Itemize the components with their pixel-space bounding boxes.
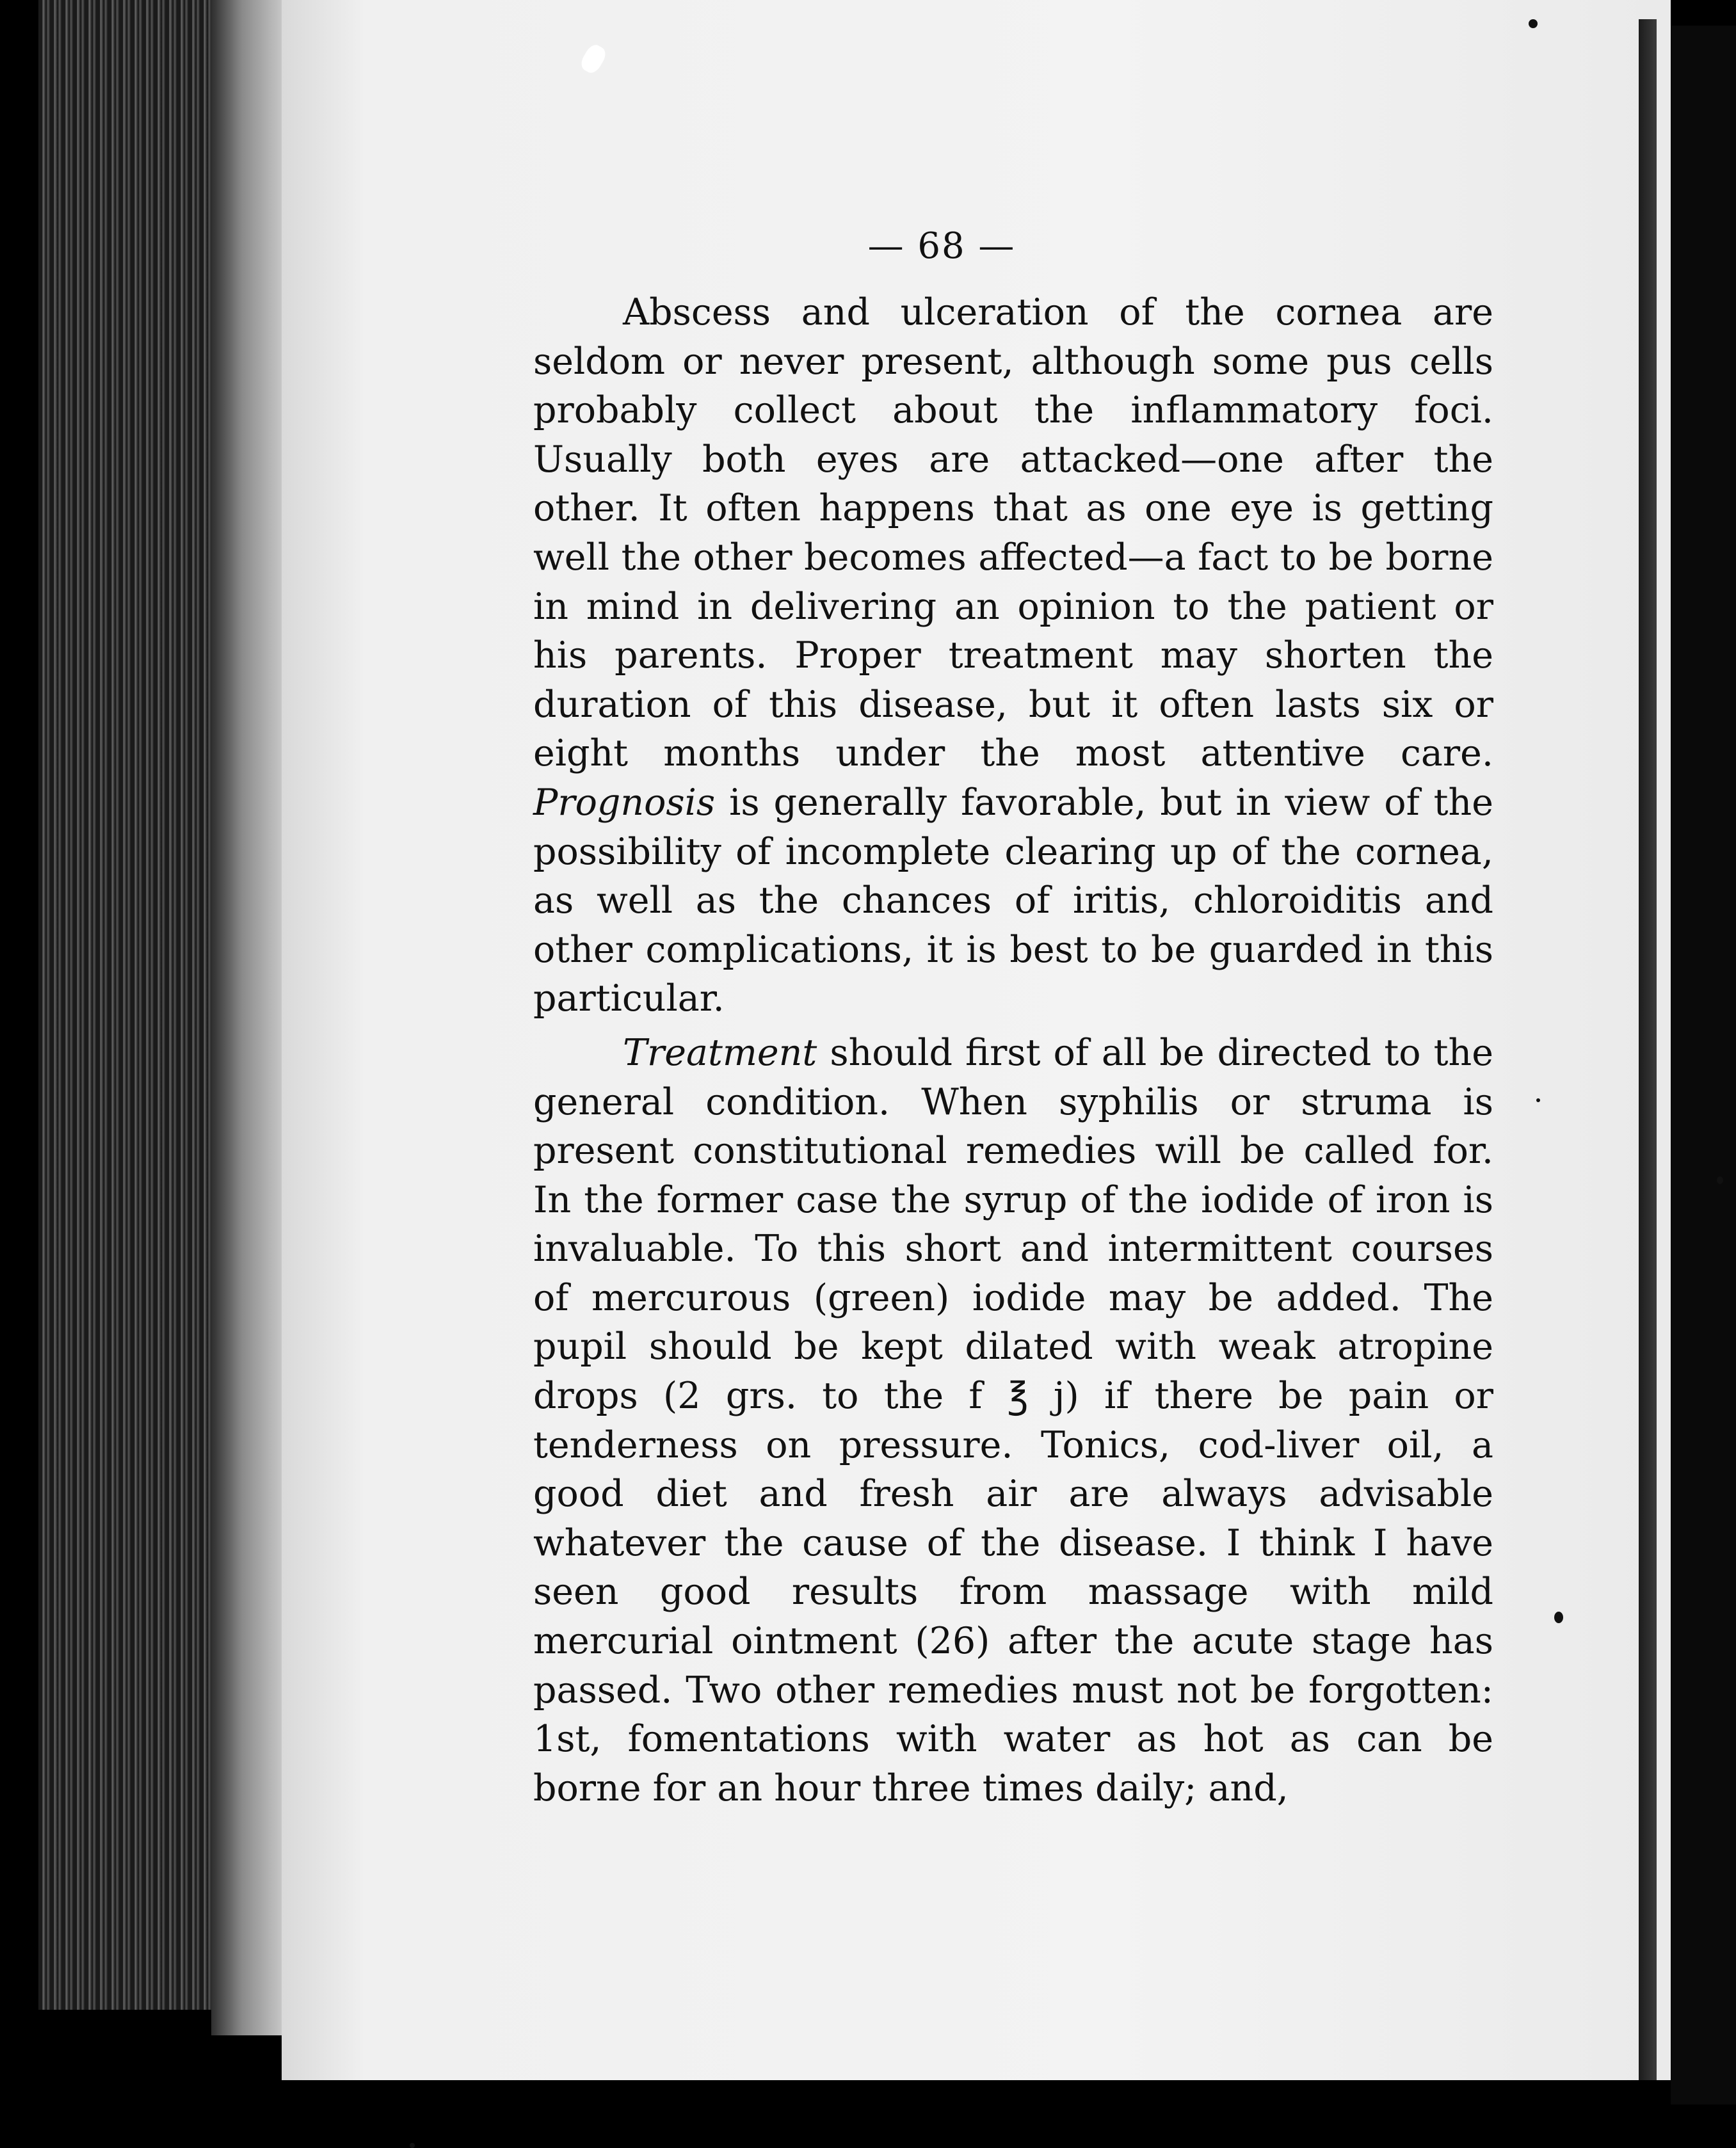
paragraph-1-segment: is generally favorable, but in view of the possibility of incomplete clearing up of the cornea, as well as the chances of iritis, chloroiditis and other complications, it is best to be guarded in this particular. — [533, 781, 1493, 1020]
paragraph-2-segment: should first of all be directed to the general condition. When syphilis or struma is present constitutional remedies will be called for. In the former case the syrup of the iodide of iron is invaluable. To this short and intermittent courses of mercurous (green) iodide may be added. The pupil should be kept dilated with weak atropine drops (2 grs. to the f ℥ j) if there be pain or tenderness on pressure. Tonics, cod-liver oil, a good diet and fresh air are always advisable whatever the cause of the disease. I think I have seen good results from massage with mild mercurial ointment (26) after the acute stage has passed. Two other remedies must not be forgotten: 1st, fomentations with water as hot as can be borne for an hour three times daily; and, — [533, 1031, 1493, 1809]
treatment-term: Treatment — [623, 1031, 817, 1074]
paragraph-2 — [533, 1029, 1493, 1813]
paragraph-1-segment: Abscess and ulceration of the cornea are seldom or never present, although some pus cells probably collect about the inflammatory foci. Usually both eyes are attacked—one after the other. It often happens that as one eye is getting well the other becomes affected—a fact to be borne in mind in delivering an opinion to the patient or his parents. Proper treatment may shorten the duration of this disease, but it often lasts six or eight months under the most attentive care. — [533, 291, 1493, 775]
scan-speck — [410, 2143, 415, 2148]
right-page-edge — [1639, 19, 1657, 2080]
scan-speck — [1536, 1098, 1540, 1102]
book-gutter-shadow — [211, 0, 288, 2035]
scan-speck — [1554, 1612, 1563, 1623]
body-text — [533, 288, 1493, 1813]
right-scan-border — [1671, 26, 1736, 2104]
page-number: — 68 — — [867, 225, 1016, 267]
prognosis-term: Prognosis — [533, 781, 716, 824]
paragraph-1 — [533, 288, 1493, 1023]
scan-speck — [1717, 1176, 1723, 1184]
scan-speck — [1529, 19, 1538, 28]
